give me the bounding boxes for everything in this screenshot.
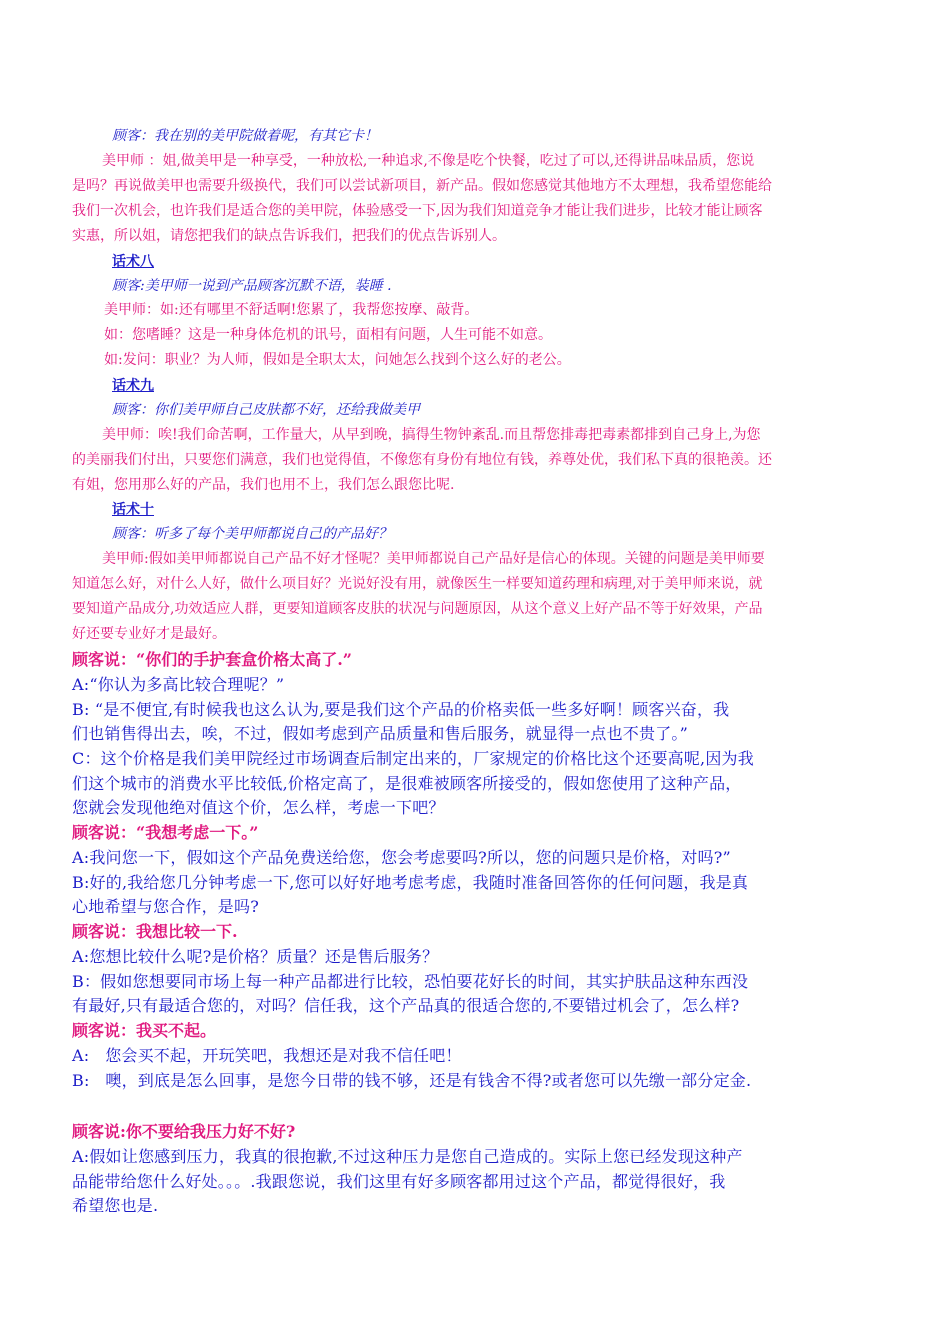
compare-heading: 顾客说：我想比较一下. <box>72 922 238 941</box>
price-answer-b-line: B: “是不便宜,有时候我也这么认为,要是我们这个产品的价格卖低一些多好啊！顾客兴奋，我 <box>72 700 730 719</box>
section10-answer-line: 美甲师:假如美甲师都说自己产品不好才怪呢？美甲师都说自己产品好是信心的体现。关键的问题是美甲师要 <box>102 551 765 567</box>
consider-answer-b-line: B:好的,我给您几分钟考虑一下,您可以好好地考虑考虑，我随时准备回答你的任何问题，我是真 <box>72 873 749 892</box>
price-answer-c-line: 们这个城市的消费水平比较低,价格定高了，是很难被顾客所接受的，假如您使用了这种产品， <box>72 774 742 793</box>
consider-answer-a: A:我问您一下，假如这个产品免费送给您，您会考虑要吗?所以，您的问题只是价格，对吗?” <box>72 848 731 867</box>
section7-answer-line: 我们一次机会，也许我们是适合您的美甲院，体验感受一下,因为我们知道竞争才能让我们进步，比较才能让顾客 <box>72 203 763 219</box>
price-answer-b-line: 们也销售得出去，唉，不过，假如考虑到产品质量和售后服务，就显得一点也不贵了。” <box>72 724 688 743</box>
section8-question: 顾客:美甲师一说到产品顾客沉默不语，装睡 . <box>112 278 392 294</box>
pressure-heading: 顾客说:你不要给我压力好不好? <box>72 1122 296 1141</box>
price-answer-c-line: 您就会发现他绝对值这个价，怎么样，考虑一下吧？ <box>72 798 445 817</box>
section10-answer-line: 知道怎么好，对什么人好，做什么项目好？光说好没有用，就像医生一样要知道药理和病理,对于美甲师来说，就 <box>72 576 763 592</box>
section7-question: 顾客：我在别的美甲院做着呢，有其它卡！ <box>112 128 378 144</box>
section8-line: 如：您嗜睡？这是一种身体危机的讯号，面相有问题，人生可能不如意。 <box>104 327 552 343</box>
section10-heading: 话术十 <box>112 502 154 518</box>
section8-line: 美甲师：如:还有哪里不舒适啊!您累了，我帮您按摩、敲背。 <box>104 302 479 318</box>
section9-answer-line: 有姐，您用那么好的产品，我们也用不上，我们怎么跟您比呢. <box>72 477 455 493</box>
section8-heading: 话术八 <box>112 254 154 270</box>
section10-answer-line: 好还要专业好才是最好。 <box>72 626 226 642</box>
afford-heading: 顾客说：我买不起。 <box>72 1021 217 1040</box>
section8-line: 如:发问：职业？为人师，假如是全职太太，问她怎么找到个这么好的老公。 <box>104 352 571 368</box>
afford-answer-a: A: 您会买不起，开玩笑吧，我想还是对我不信任吧！ <box>72 1046 462 1065</box>
section9-heading: 话术九 <box>112 378 154 394</box>
price-answer-c-line: C：这个价格是我们美甲院经过市场调查后制定出来的，厂家规定的价格比这个还要高呢,因为我 <box>72 749 754 768</box>
price-heading: 顾客说：“你们的手护套盒价格太高了.” <box>72 650 352 669</box>
section7-answer-line: 实惠，所以姐，请您把我们的缺点告诉我们，把我们的优点告诉别人。 <box>72 228 506 244</box>
consider-answer-b-line: 心地希望与您合作，是吗? <box>72 897 259 916</box>
section10-question: 顾客：听多了每个美甲师都说自己的产品好？ <box>112 526 392 542</box>
pressure-answer-line: A:假如让您感到压力，我真的很抱歉,不过这种压力是您自己造成的。实际上您已经发现这种产 <box>72 1147 743 1166</box>
section9-answer-line: 的美丽我们付出，只要您们满意，我们也觉得值，不像您有身份有地位有钱，养尊处优，我们私下真的很艳羡。还 <box>72 452 772 468</box>
compare-answer-a: A:您想比较什么呢?是价格？质量？还是售后服务？ <box>72 947 439 966</box>
pressure-answer-line: 品能带给您什么好处。。。.我跟您说，我们这里有好多顾客都用过这个产品，都觉得很好，我 <box>72 1172 726 1191</box>
consider-heading: 顾客说：“我想考虑一下。” <box>72 823 259 842</box>
afford-answer-b: B: 噢，到底是怎么回事，是您今日带的钱不够，还是有钱舍不得?或者您可以先缴一部分定金. <box>72 1071 752 1090</box>
section7-answer-line: 美甲师 ：姐,做美甲是一种享受，一种放松,一种追求,不像是吃个快餐，吃过了可以,还得讲品味品质，您说 <box>102 153 755 169</box>
section9-answer-line: 美甲师：唉!我们命苦啊，工作量大，从早到晚，搞得生物钟紊乱.而且帮您排毒把毒素都排到自己身上,为您 <box>102 427 761 443</box>
compare-answer-b-line: 有最好,只有最适合您的，对吗？信任我，这个产品真的很适合您的,不要错过机会了，怎么样? <box>72 996 740 1015</box>
pressure-answer-line: 希望您也是. <box>72 1196 159 1215</box>
section7-answer-line: 是吗？再说做美甲也需要升级换代，我们可以尝试新项目，新产品。假如您感觉其他地方不太理想，我希望您能给 <box>72 178 772 194</box>
price-answer-a: A:“你认为多高比较合理呢？” <box>72 675 285 694</box>
section10-answer-line: 要知道产品成分,功效适应人群，更要知道顾客皮肤的状况与问题原因，从这个意义上好产品不等于好效果，产品 <box>72 601 763 617</box>
section9-question: 顾客：你们美甲师自己皮肤都不好，还给我做美甲 <box>112 402 420 418</box>
compare-answer-b-line: B：假如您想要同市场上每一种产品都进行比较，恐怕要花好长的时间，其实护肤品这种东西没 <box>72 972 749 991</box>
